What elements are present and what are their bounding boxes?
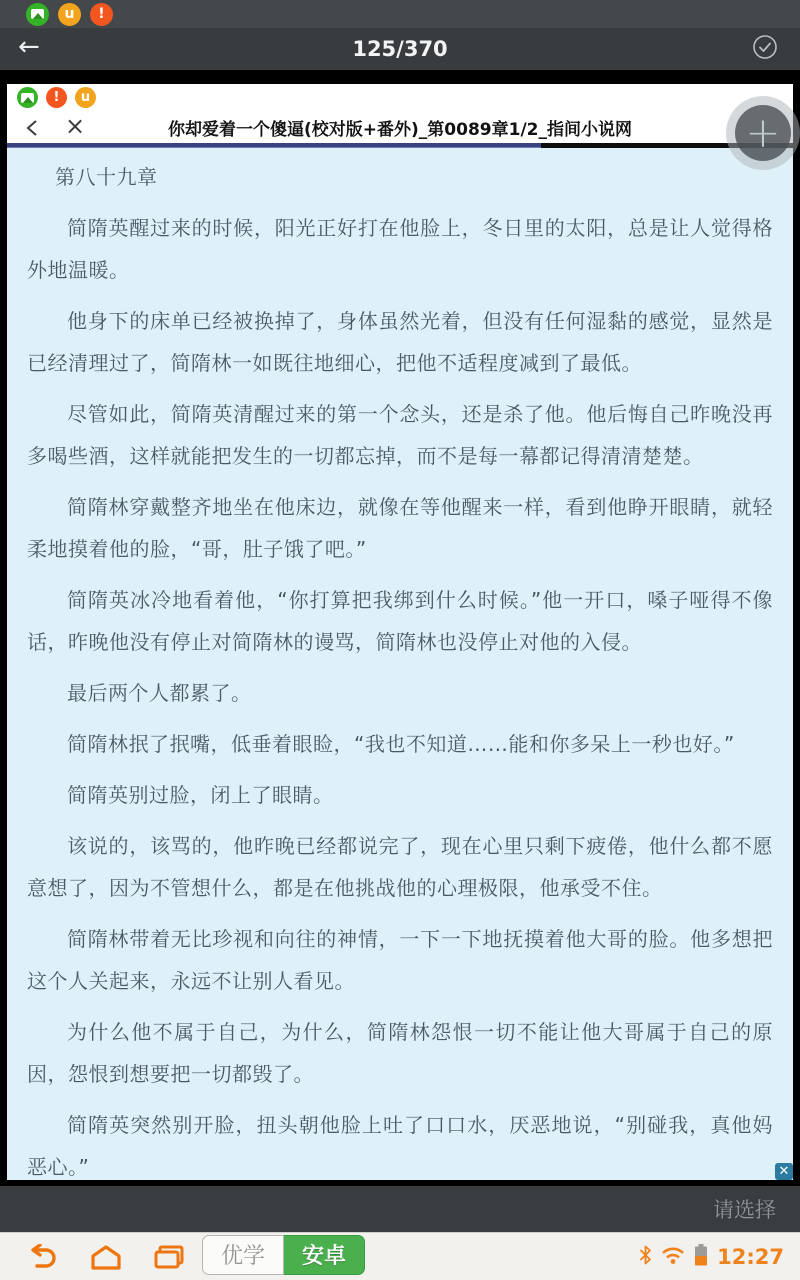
ad-close-button[interactable]: ✕ xyxy=(775,1163,793,1180)
nav-recents-icon[interactable] xyxy=(152,1244,186,1270)
browser-window xyxy=(7,84,793,1180)
u-app-notification-icon[interactable]: u xyxy=(75,87,96,108)
nav-home-icon[interactable] xyxy=(88,1244,124,1270)
browser-window-zone xyxy=(0,84,800,1180)
gallery-notification-icon[interactable] xyxy=(17,87,38,108)
window-gap xyxy=(0,70,800,84)
back-arrow-icon[interactable]: ← xyxy=(18,32,40,62)
wifi-icon xyxy=(661,1246,685,1268)
browser-title-bar xyxy=(7,111,793,143)
browser-close-icon[interactable]: × xyxy=(65,111,86,140)
chapter-paragraph: 简隋林抿了抿嘴，低垂着眼睑，“我也不知道……能和你多呆上一秒也好。” xyxy=(67,732,735,756)
gallery-notification-icon[interactable] xyxy=(26,3,49,26)
chapter-paragraph: 简隋英冰冷地看着他，“你打算把我绑到什么时候。”他一开口，嗓子哑得不像话，昨晚他没有停止对简隋林的谩骂，简隋林也没停止对他的入侵。 xyxy=(27,588,773,654)
please-select-button[interactable]: 请选择 xyxy=(713,1198,776,1222)
chapter-paragraph: 该说的，该骂的，他昨晚已经都说完了，现在心里只剩下疲倦，他什么都不愿意想了，因为不管想什么，都是在他挑战他的心理极限，他承受不住。 xyxy=(27,834,773,900)
u-app-notification-icon[interactable]: u xyxy=(58,3,81,26)
chapter-paragraph: 他身下的床单已经被换掉了，身体虽然光着，但没有任何湿黏的感觉，显然是已经清理过了，简隋林一如既往地细心，把他不适程度减到了最低。 xyxy=(27,309,773,375)
nav-back-icon[interactable] xyxy=(24,1244,58,1270)
clock-label: 12:27 xyxy=(717,1244,784,1269)
floating-add-button[interactable] xyxy=(726,96,800,170)
youxue-mode-button[interactable]: 优学 xyxy=(202,1235,284,1275)
battery-icon xyxy=(694,1244,708,1270)
chapter-heading: 第八十九章 xyxy=(55,165,158,189)
chapter-paragraph: 最后两个人都累了。 xyxy=(67,681,252,705)
launcher-switcher xyxy=(202,1235,365,1275)
system-tray xyxy=(639,1244,788,1270)
browser-page-title: 你却爱着一个傻逼(校对版+番外)_第0089章1/2_指间小说网 xyxy=(168,119,632,140)
check-circle-icon[interactable] xyxy=(752,34,778,64)
bottom-navigation-bar xyxy=(0,1232,800,1280)
chapter-paragraph: 简隋英别过脸，闭上了眼睛。 xyxy=(67,783,334,807)
bluetooth-icon xyxy=(639,1245,652,1269)
alert-notification-icon[interactable]: ! xyxy=(90,3,113,26)
chapter-paragraph: 为什么他不属于自己，为什么，简隋林怨恨一切不能让他大哥属于自己的原因，怨恨到想要把一切都毁了。 xyxy=(27,1020,773,1086)
system-status-bar xyxy=(0,0,800,28)
chapter-paragraph: 简隋英醒过来的时候，阳光正好打在他脸上，冬日里的太阳，总是让人觉得格外地温暖。 xyxy=(27,216,773,282)
chapter-paragraphs xyxy=(27,207,773,1180)
chapter-paragraph: 简隋林带着无比珍视和向往的神情，一下一下地抚摸着他大哥的脸。他多想把这个人关起来，永远不让别人看见。 xyxy=(27,927,773,993)
android-mode-button[interactable]: 安卓 xyxy=(284,1235,365,1275)
selection-bar xyxy=(0,1186,800,1232)
novel-reader-content xyxy=(7,148,793,1180)
chapter-paragraph: 简隋英突然别开脸，扭头朝他脸上吐了口口水，厌恶地说，“别碰我，真他妈恶心。” xyxy=(27,1113,773,1179)
page-indicator: 125/370 xyxy=(352,37,448,61)
plus-icon: + xyxy=(735,105,791,161)
chapter-paragraph: 尽管如此，简隋英清醒过来的第一个念头，还是杀了他。他后悔自己昨晚没再多喝些酒，这样就能把发生的一切都忘掉，而不是每一幕都记得清清楚楚。 xyxy=(27,402,773,468)
alert-notification-icon[interactable]: ! xyxy=(46,87,67,108)
reader-app-toolbar xyxy=(0,28,800,70)
browser-status-bar xyxy=(7,84,793,111)
chapter-paragraph: 简隋林穿戴整齐地坐在他床边，就像在等他醒来一样，看到他睁开眼睛，就轻柔地摸着他的脸，“哥，肚子饿了吧。” xyxy=(27,495,773,561)
